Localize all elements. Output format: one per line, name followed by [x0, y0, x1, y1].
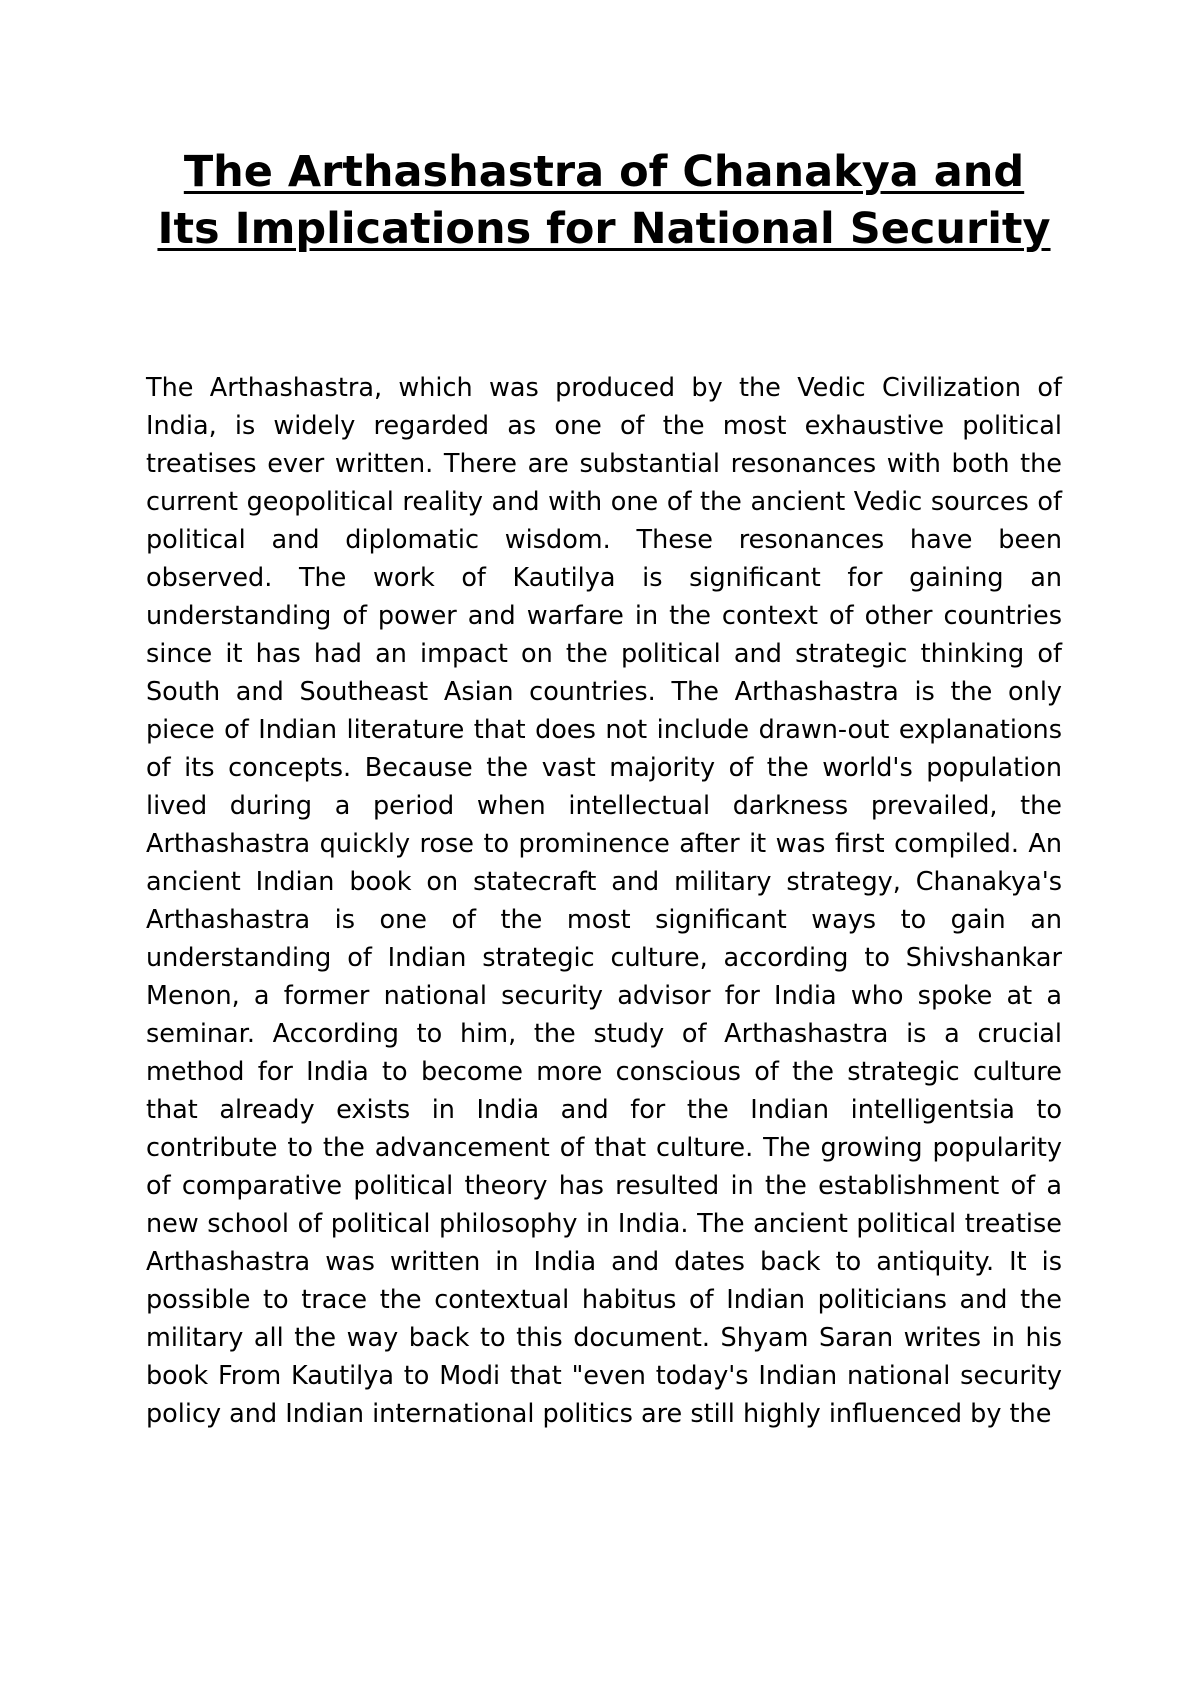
body-paragraph: The Arthashastra, which was produced by the Vedic Civilization of India, is widely regarded as one of the most exhaustive political treatises ever written. There are substantial resonances with both the current geopolitical reality and with one of the ancient Vedic sources of political and diplomatic wisdom. These resonances have been observed. The work of Kautilya is significant for gaining an understanding of power and warfare in the context of other countries since it has had an impact on the political and strategic thinking of South and Southeast Asian countries. The Arthashastra is the only piece of Indian literature that does not include drawn-out explanations of its concepts. Because the vast majority of the world's population lived during a period when intellectual darkness prevailed, the Arthashastra quickly rose to prominence after it was first compiled. An ancient Indian book on statecraft and military strategy, Chanakya's Arthashastra is one of the most significant ways to gain an understanding of Indian strategic culture, according to Shivshankar Menon, a former national security advisor for India who spoke at a seminar. According to him, the study of Arthashastra is a crucial method for India to become more conscious of the strategic culture that already exists in India and for the Indian intelligentsia to contribute to the advancement of that culture. The growing popularity of comparative political theory has resulted in the establishment of a new school of political philosophy in India. The ancient political treatise Arthashastra was written in India and dates back to antiquity. It is possible to trace the contextual habitus of Indian politicians and the military all the way back to this document. Shyam Saran writes in his book From Kautilya to Modi that "even today's Indian national security policy and Indian international politics are still highly influenced by the	[146, 373, 1062, 1429]
document-title: The Arthashastra of Chanakya and Its Implications for National Security	[157, 147, 1051, 254]
